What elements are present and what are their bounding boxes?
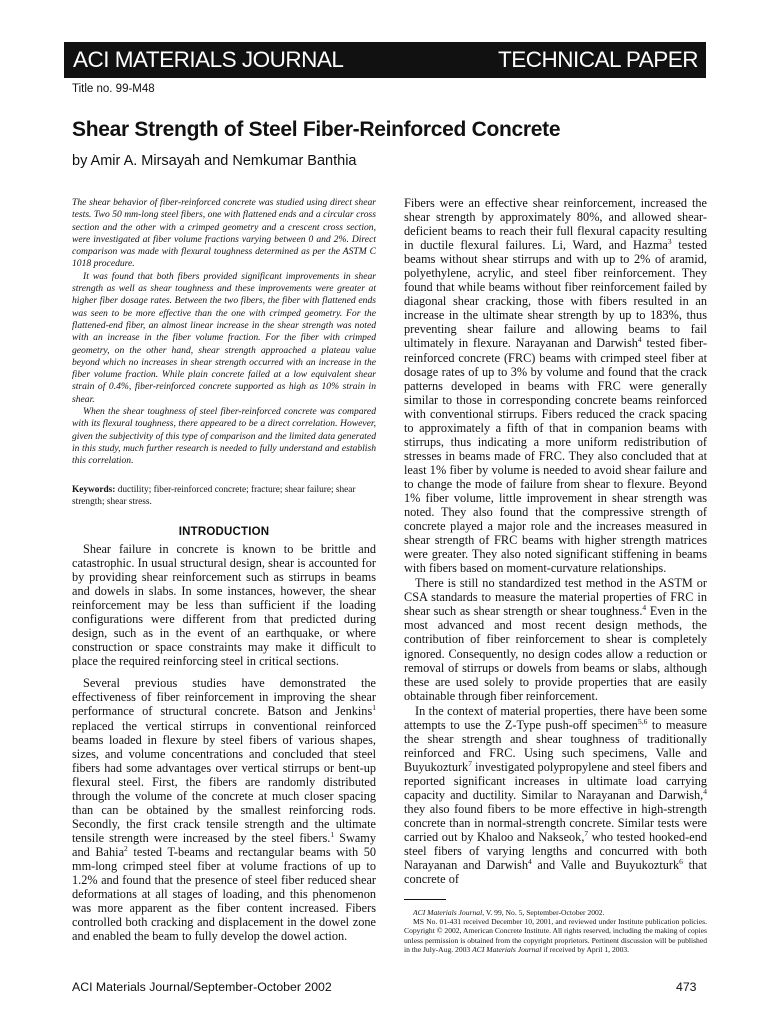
abstract-paragraph-2: It was found that both fibers provided significant improvements in shear strength as well as shear toughness and these improvements were greater at higher fiber dosage rates. Between the two fibers, the fiber with flattened ends was seen to be more effective than the one with crimped geometry. For the flattened-end fiber, an almost linear increase in the shear strength was noted with an increase in the fiber volume fraction. For the fiber with crimped geometry, on the other hand, shear strength approached a plateau value beyond which no increases in shear strength occurred with an increase in the fiber volume fraction. While plain concrete failed at a low equivalent shear strain of 0.4%, fiber-reinforced concrete supported as high as 10% strain in shear. [72,270,376,405]
body-paragraph-1: Fibers were an effective shear reinforcement, increased the shear strength by approximately 80%, and allowed shear-deficient beams to reach their full flexural capacity resulting in ductile flexural failures. Li, Ward, and Hazma$^3$ tested beams without shear stirrups and with up to 2% of aramid, polyethylene, acrylic, and steel fiber reinforcement. They found that while beams without fiber reinforcement failed by diagonal shear cracking, those with fibers resulted in an increase in the ultimate shear strength by up to 183%, thus preventing shear failure and allowing beams to fail ultimately in flexure. Narayanan and Darwish$^4$ tested fiber-reinforced concrete (FRC) beams with crimped steel fiber at dosage rates of up to 3% by volume and found that the crack patterns developed in beams with FRC were generally similar to those in corresponding concrete beams reinforced with conventional stirrups. Fibers reduced the crack spacing to approximately a fifth of that in companion beams with stirrups, thus indicating a more uniform redistribution of stresses in beams made of FRC. They also concluded that at least 1% fiber by volume is needed to avoid shear failure and to change the mode of failure from shear to flexure. Beyond 1% fiber volume, little improvement in shear strength was noted. They also found that the compressive strength of concrete played a major role and the increases measured in shear strength of FRC beams with higher strength matrices were greater. They also noted significant stiffening in beams with fibers based on moment-curvature relationships. [404,196,707,576]
citation: 4 [642,603,647,613]
citation: 7 [468,758,472,768]
citation: 1 [330,829,335,839]
citation: 4 [637,335,642,345]
citation: 2 [124,843,128,853]
page-number: 473 [676,980,697,994]
citation: 7 [584,829,589,839]
abstract-paragraph-3: When the shear toughness of steel fiber-reinforced concrete was compared with its flexural toughness, there appeared to be a direct correlation. However, given the subjectivity of this type of comparison and the limited data generated in this study, much further research is needed to fully understand and establish this correlation. [72,406,376,467]
citation: 1 [372,703,376,713]
body-paragraph-3: In the context of material properties, there have been some attempts to use the Z-Type push-off specimen$^{5,6}$ to measure the shear strength and shear toughness of traditionally reinforced and FRC. Using such specimens, Valle and Buyukozturk$^7$ investigated polypropylene and steel fibers and reported significant increases in ultimate load carrying capacity and ductility. Similar to Narayanan and Darwish,$^4$ they also found fibers to be more effective in high-strength concrete than in normal-strength concrete. Similar tests were carried out by Khaloo and Nakseok,$^7$ who tested hooked-end steel fibers of varying lengths and concurred with both Narayanan and Darwish$^4$ and Valle and Buyukozturk$^6$ that concrete of [404,703,708,887]
citation: 3 [667,237,672,247]
citation: 4 [528,857,532,867]
citation: 4 [703,786,707,796]
body-paragraph-2: There is still no standardized test method in the ASTM or CSA standards to measure the material properties of FRC in shear such as shear strength or shear toughness.$^4$ Even in the most advanced and most recent design methods, the contribution of fiber reinforcement to shear is completely ignored. Consequently, no design codes allow a reduction or removal of stirrups or dowels from beams or slabs, although these are used solely to provide properties that are easily obtainable through fiber reinforcement. [404,576,708,703]
article-authors: by Amir A. Mirsayah and Nemkumar Banthia [72,153,357,169]
right-column [404,196,707,886]
citation: 6 [679,857,683,867]
title-number: Title no. 99-M48 [72,83,155,95]
abstract [72,197,376,468]
footnote [404,908,707,954]
intro-paragraph-2: Several previous studies have demonstrated the effectiveness of fiber reinforcement in improving the shear performance of structural concrete. Batson and Jenkins$^1$ replaced the vertical stirrups in conventional reinforced beams loaded in flexure by steel fibers of various shapes, sizes, and volume concentrations and concluded that steel fibers had some advantages over vertical stirrups or bent-up flexural steel. First, the fibers are randomly distributed through the volume of the concrete at much closer spacing than can be obtained by the smallest reinforcing rods. Secondly, the first crack tensile strength and the ultimate tensile strength were increased by the steel fibers.$^1$ Swamy and Bahia$^2$ tested T-beams and rectangular beams with 50 mm-long crimped steel fiber at volume fractions of up to 1.2% and found that the presence of steel fiber reduced shear deformations at all stages of loading, and this phenomenon was more apparent as the fiber content increased. Fibers controlled both cracking and displacement in the dowel zone and enabled the beam to fully develop the dowel action. [72,676,377,944]
paper-type: TECHNICAL PAPER [497,47,698,72]
footnote-rule [404,899,446,900]
keywords [72,484,376,508]
footer-journal: ACI Materials Journal/September-October 2002 [72,980,332,994]
introduction-heading: INTRODUCTION [178,525,270,538]
citation: 5,6 [637,716,648,726]
footnote-line-2: MS No. 01-431 received December 10, 2001, and reviewed under Institute publication policies. Copyright © 2002, American Concrete Institute. All rights reserved, including the making of copies unless permission is obtained from the copyright proprietors. Pertinent discussion will be published in the July-Aug. 2003 ACI Materials Journal if received by April 1, 2003. [404,917,707,954]
abstract-paragraph-1: The shear behavior of fiber-reinforced concrete was studied using direct shear tests. Two 50 mm-long steel fibers, one with flattened ends and a circular cross section and the other with a crimped geometry and a crescent cross section, were investigated at fiber volume fractions varying between 0 and 2%. Direct comparison was made with flexural toughness determined as per the ASTM C 1018 procedure. [72,197,376,270]
left-column [72,197,376,943]
keywords-text: ductility; fiber-reinforced concrete; fracture; shear failure; shear strength; shear stress. [72,484,356,507]
keywords-label: Keywords: [72,484,116,495]
right-column-body [404,196,707,886]
introduction-body [72,542,376,943]
article-title: Shear Strength of Steel Fiber-Reinforced Concrete [72,118,561,141]
footnote-line-1: ACI Materials Journal, V. 99, No. 5, September-October 2002. [413,908,605,917]
journal-banner [64,42,706,78]
journal-name: ACI MATERIALS JOURNAL [73,47,344,72]
intro-paragraph-1: Shear failure in concrete is known to be brittle and catastrophic. In usual structural design, shear is accounted for by providing shear reinforcement such as stirrups in beams and dowels in slabs. In some instances, however, the shear reinforcement may be less than sufficient if the loading configurations were different from that predicted during design, such as in the event of an earthquake, or where construction or space constraints may make it difficult to place the required reinforcing steel in critical sections. [72,541,376,669]
